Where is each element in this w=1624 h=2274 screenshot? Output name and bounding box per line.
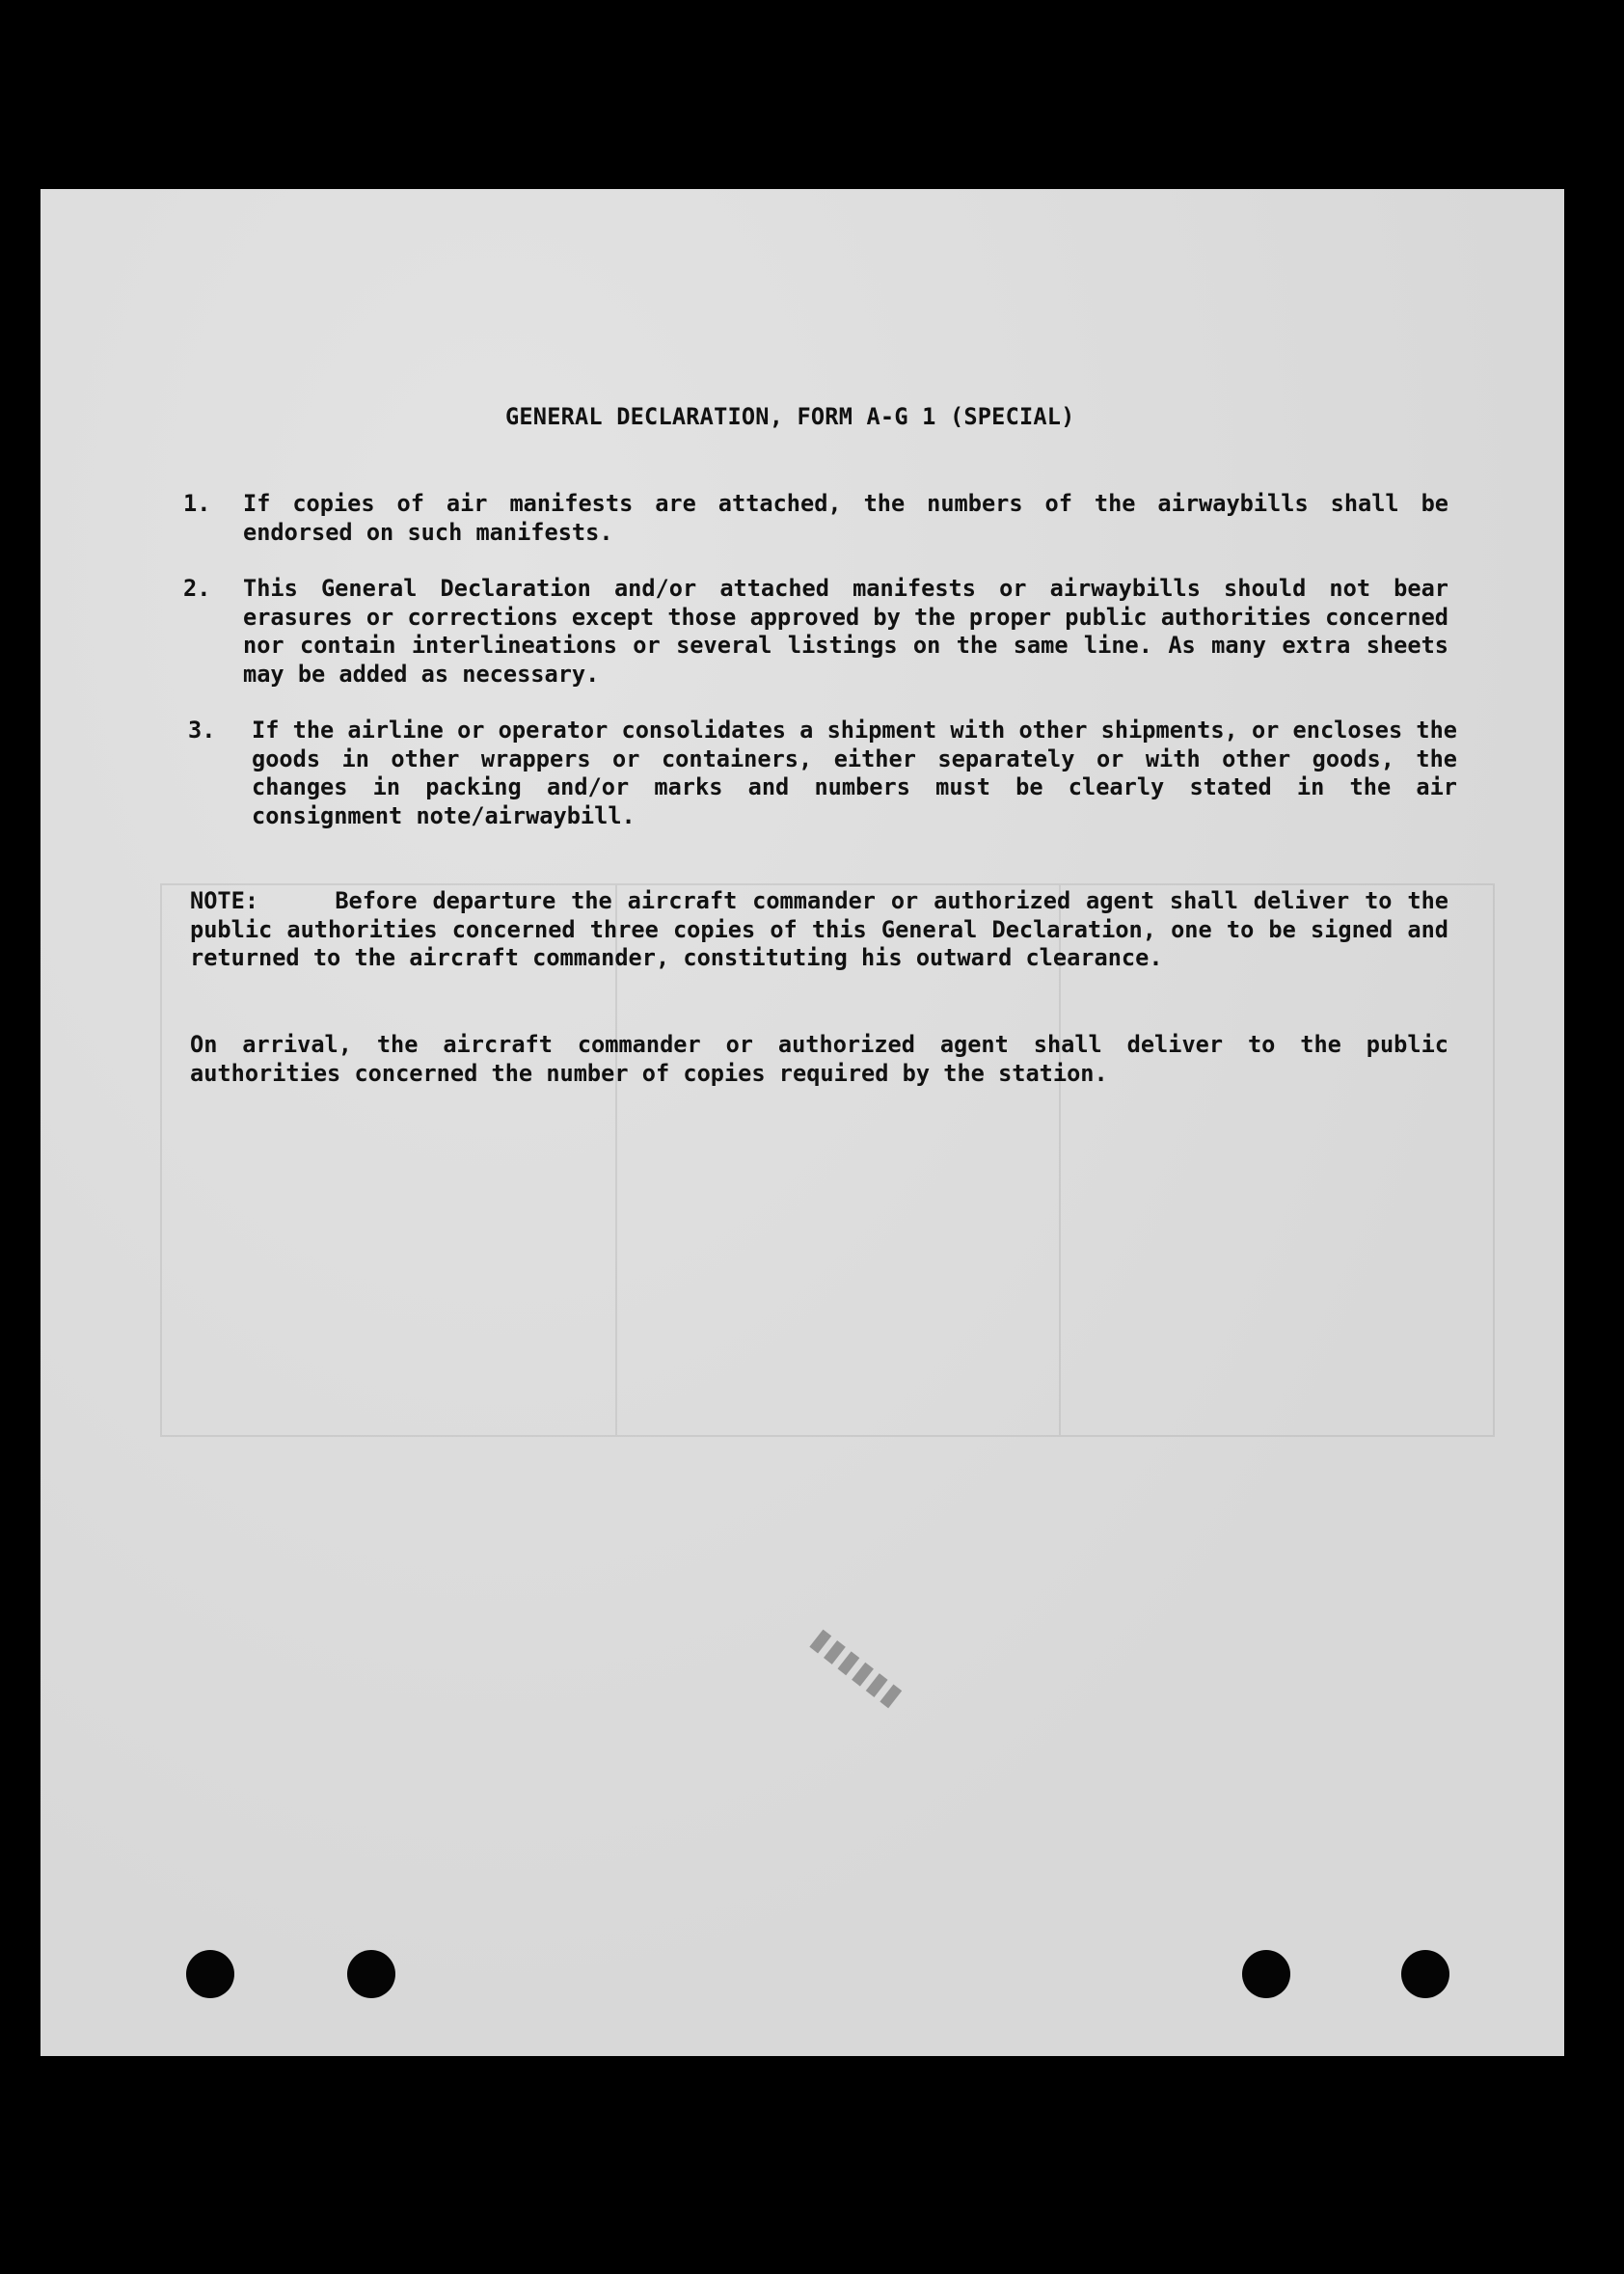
punch-hole [1242,1950,1290,1998]
item-number: 1. [183,490,211,517]
item-text: This General Declaration and/or attached manifests or airwaybills should not bear erasures or corrections except those approved by the proper public authorities concerned nor contain interlineations or several listings on the same line. As many extra sheets may be added as necessary. [243,575,1449,688]
item-text: If copies of air manifests are attached, the numbers of the airwaybills shall be endorsed on such manifests. [243,490,1448,546]
form-title: GENERAL DECLARATION, FORM A-G 1 (SPECIAL) [505,403,1075,430]
stamp-mark: ▮▮▮▮▮▮ [802,1620,909,1714]
item-number: 2. [183,575,211,602]
punch-hole [186,1950,234,1998]
punch-hole [347,1950,395,1998]
punch-hole [1401,1950,1449,1998]
item-text: If the airline or operator consolidates a shipment with other shipments, or encloses the goods in other wrappers or containers, either separately or with other goods, the changes in packing and/or marks and numbers must be clearly stated in the air consignment note/airwaybill. [252,717,1458,829]
note-paragraph: NOTE: Before departure the aircraft commander or authorized agent shall deliver to the public authorities concerned three copies of this General Declaration, one to be signed and returned to the aircraft commander, constituting his outward clearance. [190,887,1463,971]
item-number: 3. [188,717,216,744]
arrival-paragraph: On arrival, the aircraft commander or authorized agent shall deliver to the public authorities concerned the number of copies required by the station. [190,1031,1448,1087]
